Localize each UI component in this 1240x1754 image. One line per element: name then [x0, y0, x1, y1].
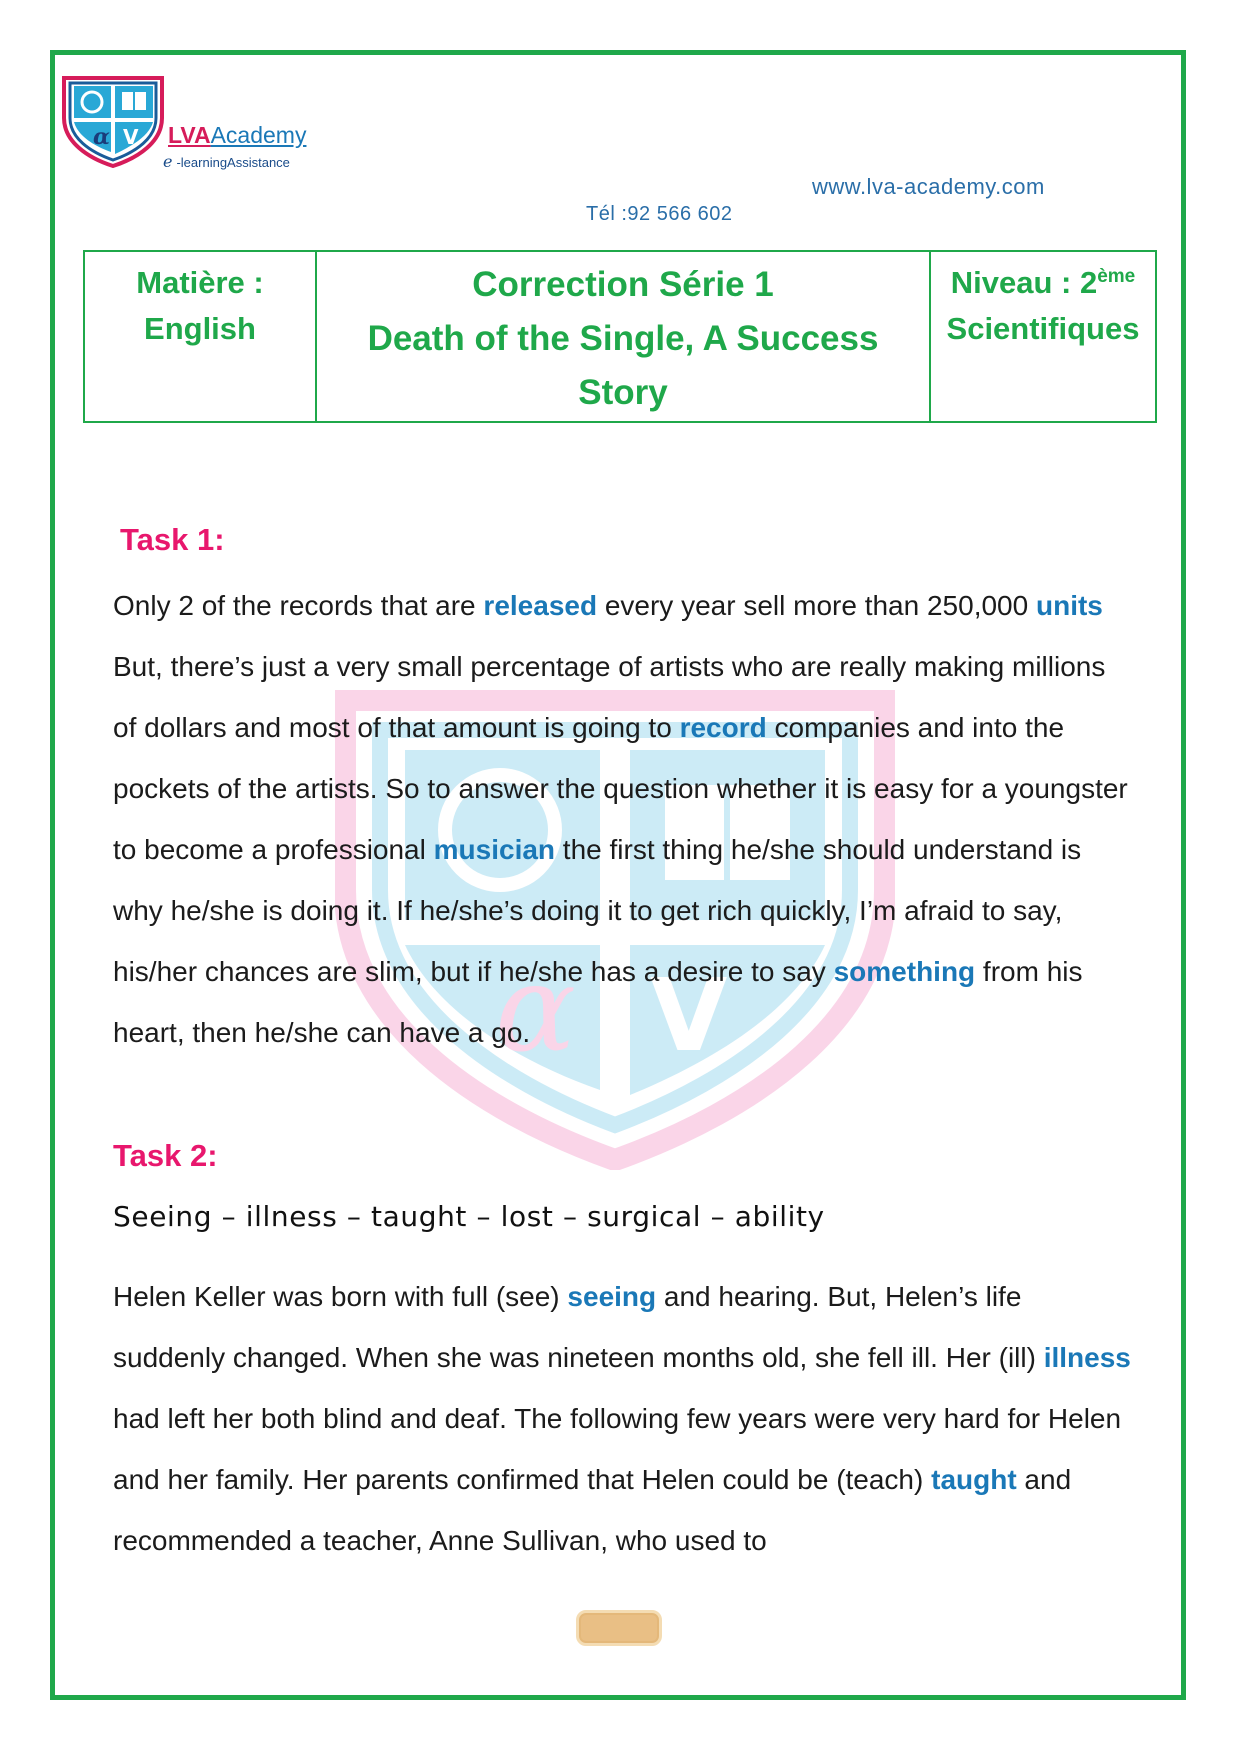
- website-link[interactable]: www.lva-academy.com: [812, 174, 1045, 199]
- svg-text:V: V: [650, 957, 728, 1074]
- text: had left her both blind and deaf. The following few years were very hard for Helen and her family. Her parents confirmed that Helen could be (teach): [113, 1403, 1122, 1495]
- brand-e: e: [163, 152, 173, 171]
- level-label-line: [932, 260, 1154, 306]
- level-cell: [930, 251, 1156, 422]
- word-list: Seeing – illness – taught – lost – surgical – ability: [113, 1200, 825, 1233]
- task-1-heading: Task 1:: [120, 522, 225, 557]
- answer-something: something: [833, 956, 976, 987]
- subject-cell: [84, 251, 316, 422]
- answer-units: units: [1035, 590, 1103, 621]
- text: the first thing he/she should understand is why he/she is doing it. If he/she’s doing it to get rich quickly, I’m afraid to say, his/her chances are slim, but if he/she has a desire to say: [113, 834, 1082, 987]
- phone-number: Tél :92 566 602: [586, 203, 733, 225]
- level-superscript: ème: [1097, 266, 1136, 287]
- text: from his heart, then he/she can have a go.: [113, 956, 1083, 1048]
- tagline-text: -learningAssistance: [176, 155, 290, 170]
- text: But, there’s just a very small percentage of artists who are really making millions of dollars and most of that amount is going to: [113, 651, 1106, 743]
- brand-name: [168, 122, 306, 149]
- task-2-heading: Task 2:: [113, 1138, 218, 1173]
- info-table: [83, 250, 1157, 423]
- task-2-paragraph: [113, 1266, 1133, 1571]
- brand-lva: LVA: [168, 122, 211, 148]
- answer-taught: taught: [931, 1464, 1017, 1495]
- level-label: Niveau : 2: [950, 265, 1098, 300]
- svg-text:α: α: [93, 124, 110, 150]
- text: Helen Keller was born with full (see): [113, 1281, 568, 1312]
- svg-text:V: V: [123, 125, 139, 149]
- answer-illness: illness: [1043, 1342, 1131, 1373]
- title-line-3: Story: [578, 373, 668, 412]
- lva-academy-logo: [58, 76, 168, 168]
- answer-musician: musician: [433, 834, 556, 865]
- svg-text:α: α: [495, 940, 577, 1079]
- text: Only 2 of the records that are: [113, 590, 484, 621]
- text: and hearing. But, Helen’s life suddenly changed. When she was nineteen months old, she fell ill. Her (ill): [113, 1281, 1044, 1373]
- subject-label: Matière :: [136, 265, 264, 300]
- brand-academy: Academy: [210, 122, 307, 148]
- text: companies and into the pockets of the artists. So to answer the question whether it is easy for a youngster to become a professional: [113, 712, 1128, 865]
- answer-released: released: [483, 590, 598, 621]
- answer-record: record: [679, 712, 767, 743]
- level-value: Scientifiques: [946, 311, 1140, 346]
- brand-tagline: [163, 152, 290, 171]
- text: and recommended a teacher, Anne Sullivan, who used to: [113, 1464, 1072, 1556]
- task-1-paragraph: [113, 575, 1133, 1063]
- title-line-2: Death of the Single, A Success: [367, 319, 879, 358]
- title-line-1: Correction Série 1: [472, 265, 774, 304]
- answer-seeing: seeing: [567, 1281, 657, 1312]
- text: every year sell more than 250,000: [597, 590, 1036, 621]
- title-cell: [316, 251, 930, 422]
- subject-value: English: [144, 311, 256, 346]
- page-number-box: [576, 1610, 662, 1646]
